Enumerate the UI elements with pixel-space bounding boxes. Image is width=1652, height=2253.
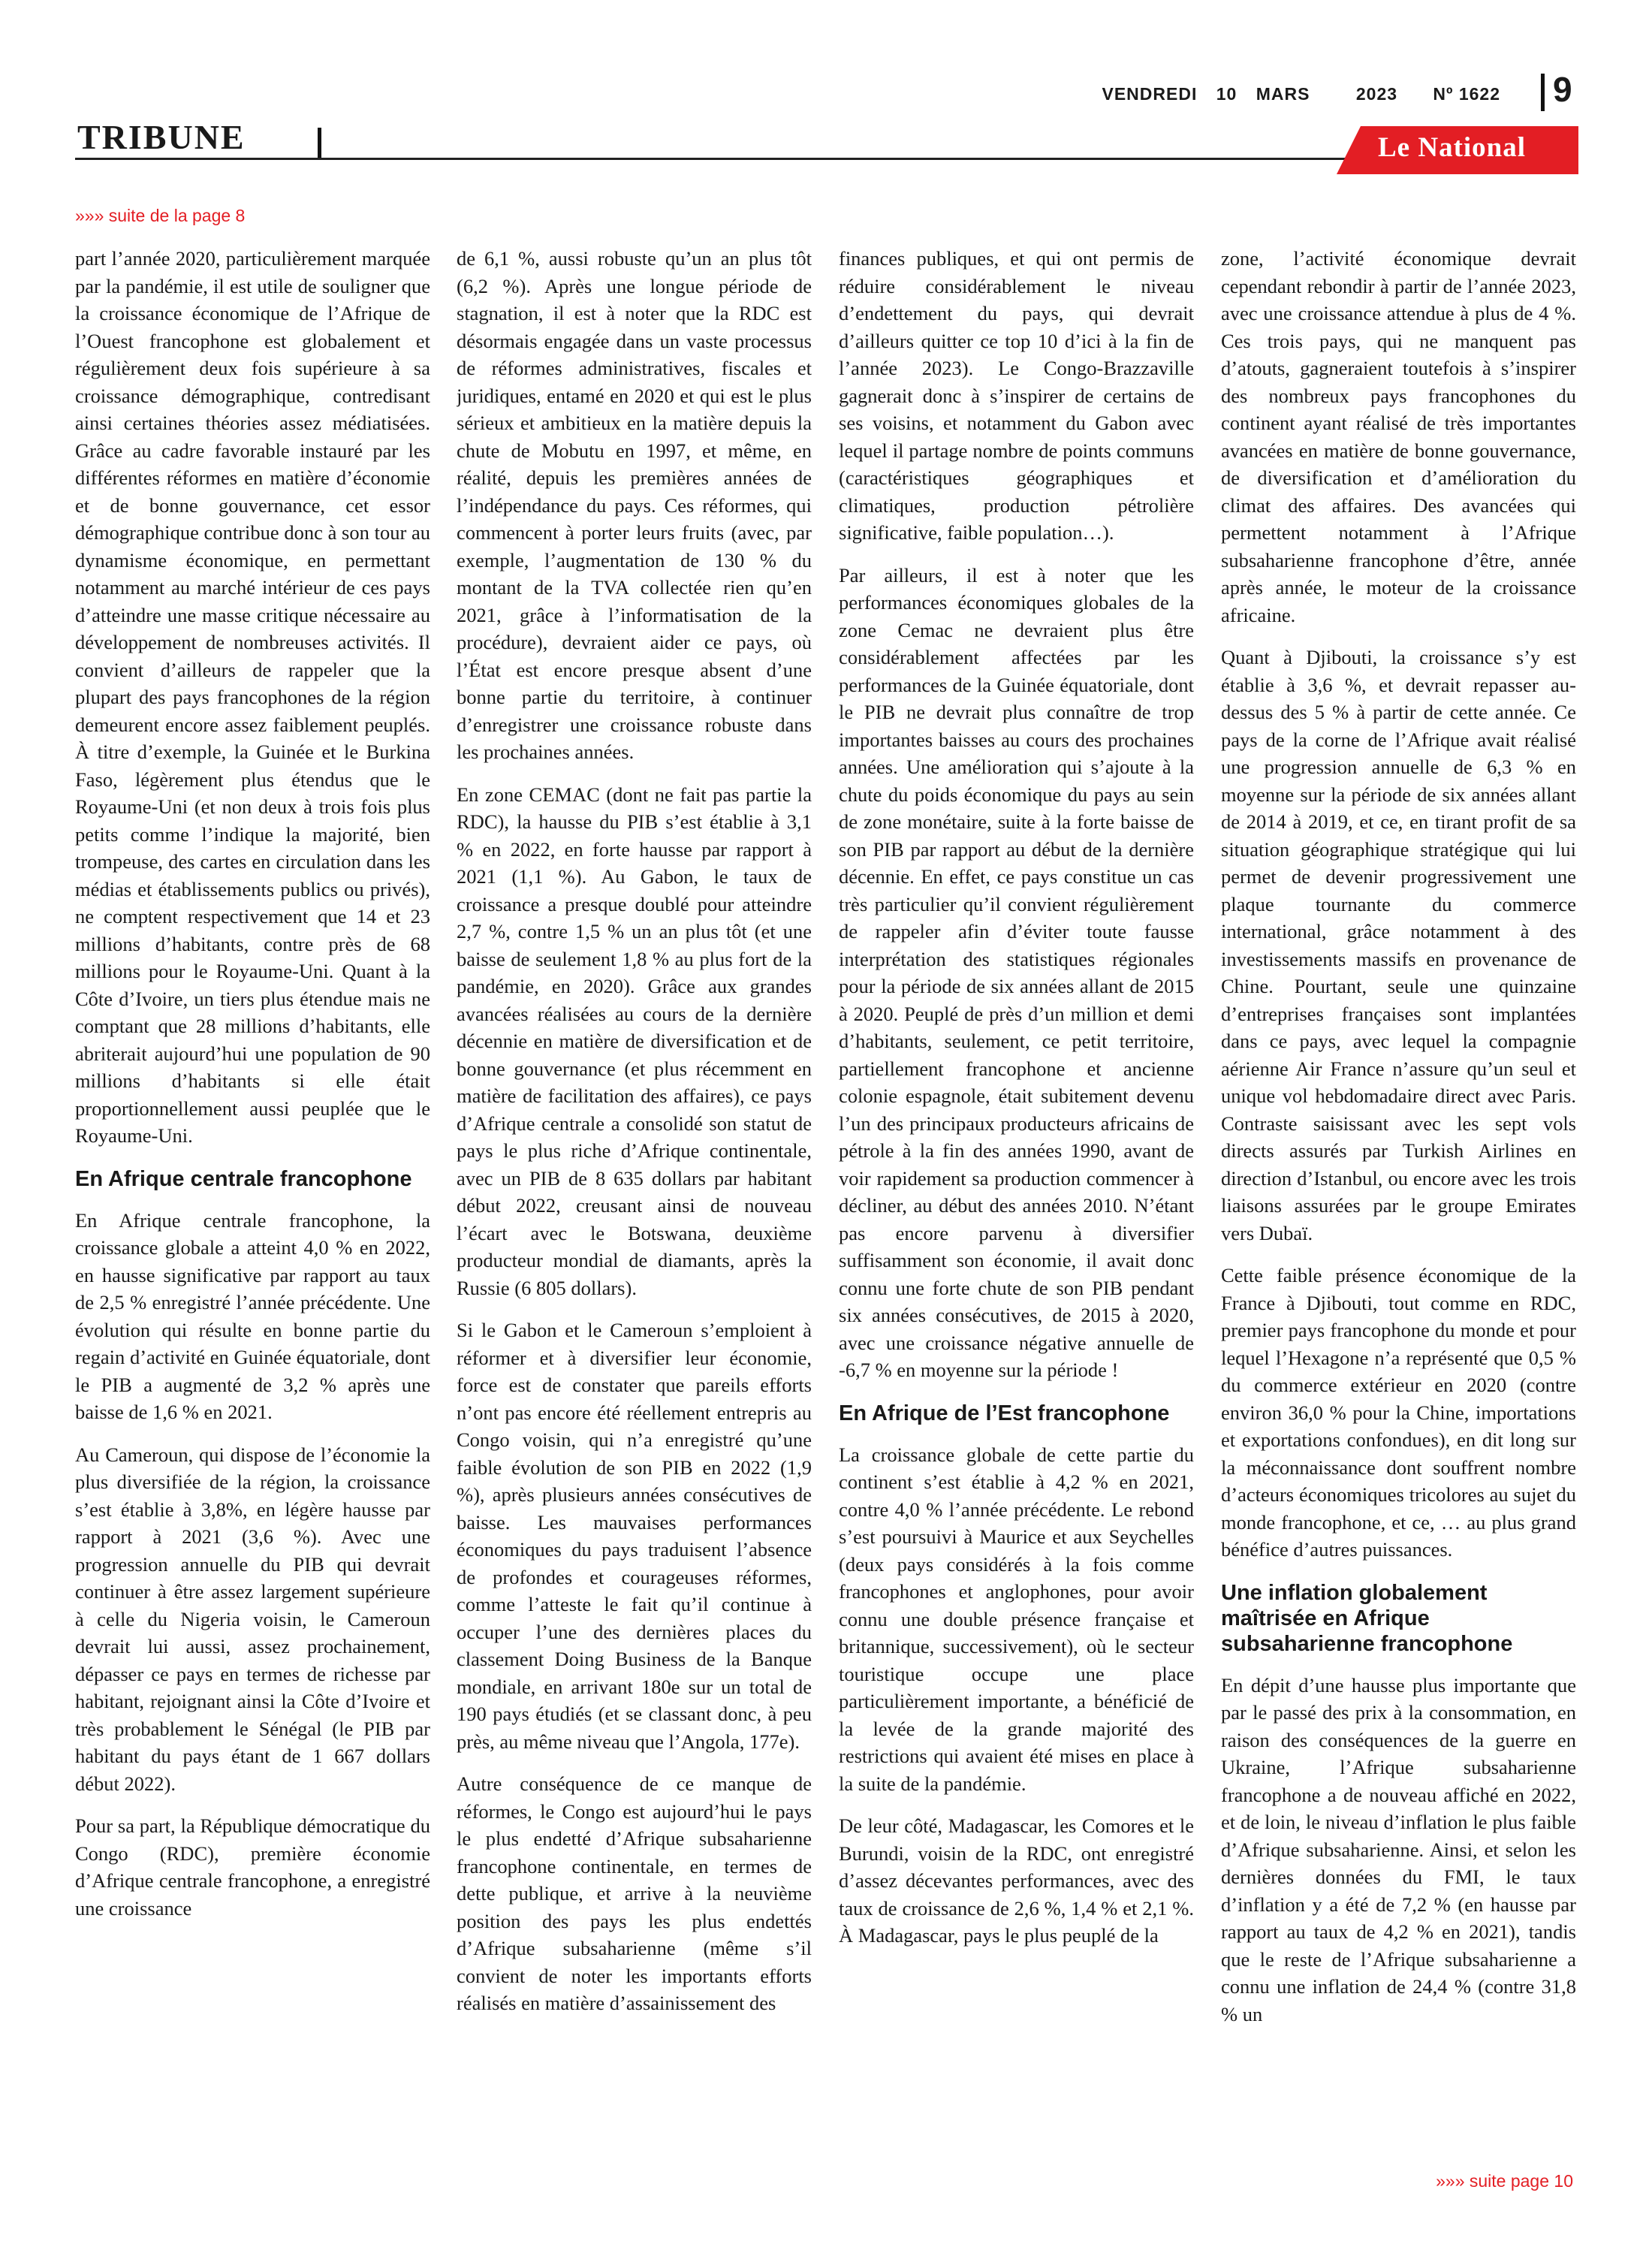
section-title-divider xyxy=(318,128,321,159)
issue-year: 2023 xyxy=(1355,84,1398,104)
paragraph: Pour sa part, la République démocratique du Congo (RDC), première économie d’Afrique centrale francophone, a enregistré une croissance xyxy=(75,1814,430,1920)
header-divider xyxy=(1541,74,1545,111)
article-column-3 xyxy=(839,245,1194,2167)
paragraph: De leur côté, Madagascar, les Comores et le Burundi, voisin de la RDC, ont enregistré d’assez décevantes performances, avec des taux de croissance de 2,6 %, 1,4 % et 2,1 %. À Madagascar, pays le plus peuplé de la xyxy=(839,1814,1194,1947)
paragraph: En zone CEMAC (dont ne fait pas partie la RDC), la hausse du PIB s’est établie à 3,1 % en 2022, en forte hausse par rapport à 2021 (1,1 %). Au Gabon, le taux de croissance a presque doublé pour atteindre 2,7 %, contre 1,5 % un an plus tôt (et une baisse de seulement 1,8 % au plus fort de la pandémie, en 2020). Grâce aux grandes avancées réalisées au cours de la dernière décennie en matière de diversification et de bonne gouvernance (et plus récemment en matière de facilitation des affaires), ce pays d’Afrique centrale a consolidé son statut de pays le plus riche d’Afrique continentale, avec un PIB de 8 635 dollars par habitant début 2022, creusant ainsi de nouveau l’écart avec le Botswana, deuxième producteur mondial de diamants, après la Russie (6 805 dollars). xyxy=(457,783,812,1299)
continued-on-link[interactable]: »»» suite page 10 xyxy=(1436,2171,1573,2191)
paragraph: Autre conséquence de ce manque de réformes, le Congo est aujourd’hui le pays le plus endetté d’Afrique subsaharienne francophone continentale, en termes de dette publique, et arrive à la neuvième position des pays les plus endettés d’Afrique subsaharienne (même s’il convient de noter les importants efforts réalisés en matière d’assainissement des xyxy=(457,1772,812,2014)
page-number: 9 xyxy=(1553,70,1572,109)
paragraph: Au Cameroun, qui dispose de l’économie la plus diversifiée de la région, la croissance s’est établie à 3,8%, en légère hausse par rapport à 2021 (3,6 %). Avec une progression annuelle du PIB qui devrait continuer à être assez largement supérieure à celle du Nigeria voisin, le Cameroun devrait lui aussi, assez prochainement, dépasser ce pays en termes de richesse par habitant, rejoignant ainsi la Côte d’Ivoire et très probablement le Sénégal (le PIB par habitant du pays étant de 1 667 dollars début 2022). xyxy=(75,1443,430,1795)
issue-number: Nº 1622 xyxy=(1433,84,1500,104)
paragraph: La croissance globale de cette partie du continent s’est établie à 4,2 % en 2021, contre 4,0 % l’année précédente. Le rebond s’est poursuivi à Maurice et aux Seychelles (deux pays considérés à la fois comme francophones et anglophones, pour avoir connu une double présence française et britannique, successivement), où le secteur touristique occupe une place particulièrement importante, a bénéficié de la levée de la grande majorité des restrictions qui avaient été mises en place à la suite de la pandémie. xyxy=(839,1443,1194,1795)
subheading-east-africa: En Afrique de l’Est francophone xyxy=(839,1401,1170,1425)
paragraph: Par ailleurs, il est à noter que les performances économiques globales de la zone Cemac ne devraient plus être considérablement affectées par les performances de la Guinée équatoriale, dont le PIB ne devrait plus connaître de trop importantes baisses au cours des prochaines années. Une amélioration qui s’ajoute à la chute du poids économique du pays au sein de zone monétaire, suite à la forte baisse de son PIB par rapport au début de la dernière décennie. En effet, ce pays constitue un cas très particulier qu’il convient régulièrement de rappeler afin d’éviter toute fausse interprétation des statistiques régionales pour la période de six années allant de 2015 à 2020. Peuplé de près d’un million et demi d’habitants, seulement, ce petit territoire, partiellement francophone et ancienne colonie espagnole, était subitement devenu l’un des principaux producteurs africains de pétrole à la fin des années 1990, avant de voir rapidement sa production commencer à décliner, au début des années 2010. N’étant pas encore parvenu à diversifier suffisamment son économie, il avait donc connu une forte chute de son PIB pendant six années consécutives, de 2015 à 2020, avec une croissance négative annuelle de -6,7 % en moyenne sur la période ! xyxy=(839,563,1194,1381)
continued-from-link[interactable]: »»» suite de la page 8 xyxy=(75,206,246,225)
article-column-1 xyxy=(75,245,430,2167)
brand-name: Le National xyxy=(1378,132,1527,163)
issue-date-line xyxy=(1102,84,1501,104)
issue-date-number: 10 xyxy=(1216,84,1237,104)
paragraph: En Afrique centrale francophone, la croissance globale a atteint 4,0 % en 2022, en hausse significative par rapport au taux de 2,5 % enregistré l’année précédente. Une évolution qui résulte en bonne partie du regain d’activité en Guinée équatoriale, dont le PIB a augmenté de 3,2 % après une baisse de 1,6 % en 2021. xyxy=(75,1208,430,1423)
paragraph: finances publiques, et qui ont permis de réduire considérablement le niveau d’endettement du pays, qui devrait d’ailleurs quitter ce top 10 d’ici à la fin de l’année 2023). Le Congo-Brazzaville gagnerait donc à s’inspirer de certains de ses voisins, et notamment du Gabon avec lequel il partage nombre de points communs (caractéristiques géographiques et climatiques, production pétrolière significative, faible population…). xyxy=(839,247,1194,544)
paragraph: Cette faible présence économique de la France à Djibouti, tout comme en RDC, premier pays francophone du monde et pour lequel l’Hexagone n’a représenté que 0,5 % du commerce extérieur en 2020 (contre environ 36,0 % pour la Chine, importations et exportations confondues), en dit long sur la méconnaissance dont souffrent nombre d’acteurs économiques tricolores au sujet du monde francophone, et ce, … au plus grand bénéfice d’autres puissances. xyxy=(1221,1264,1576,1561)
header-rule xyxy=(75,158,1352,160)
issue-day: VENDREDI xyxy=(1102,84,1198,104)
paragraph: de 6,1 %, aussi robuste qu’un an plus tôt (6,2 %). Après une longue période de stagnation, il est à noter que la RDC est désormais engagée dans un vaste processus de réformes administratives, fiscales et juridiques, entamé en 2020 et qui est le plus sérieux et ambitieux en la matière depuis la chute de Mobutu en 1997, et même, en réalité, depuis les premières années de l’indépendance du pays. Ces réformes, qui commencent à porter leurs fruits (avec, par exemple, l’augmentation de 130 % du montant de la TVA collectée rien qu’en 2021, grâce à l’informatisation de la procédure), devraient aider ce pays, où l’État est encore presque absent d’une bonne partie du territoire, à continuer d’enregistrer une croissance robuste dans les prochaines années. xyxy=(457,247,812,763)
paragraph: part l’année 2020, particulièrement marquée par la pandémie, il est utile de souligner que la croissance économique de l’Afrique de l’Ouest francophone est globalement et régulièrement deux fois supérieure à sa croissance démographique, contredisant ainsi certaines théories assez médiatisées. Grâce au cadre favorable instauré par les différentes réformes en matière d’économie et de bonne gouvernance, cet essor démographique contribue donc à son tour au dynamisme économique, en permettant notamment au marché intérieur de ces pays d’atteindre une masse critique nécessaire au développement de nombreuses activités. Il convient d’ailleurs de rappeler que la plupart des pays francophones de la région demeurent encore assez faiblement peuplés. À titre d’exemple, la Guinée et le Burkina Faso, légèrement plus étendus que le Royaume-Uni (et non deux à trois fois plus petits comme l’indique la majorité, bien trompeuse, des cartes en circulation dans les médias et établissements publics ou privés), ne comptent respectivement que 14 et 23 millions d’habitants, contre près de 68 millions pour le Royaume-Uni. Quant à la Côte d’Ivoire, un tiers plus étendue mais ne comptant que 28 millions d’habitants, elle abriterait aujourd’hui une population de 90 millions d’habitants si elle était proportionnellement aussi peuplée que le Royaume-Uni. xyxy=(75,247,430,1147)
subheading-inflation: Une inflation globalement maîtrisée en Afrique subsaharienne francophone xyxy=(1221,1580,1513,1656)
article-column-2 xyxy=(457,245,812,2167)
section-title: TRIBUNE xyxy=(77,118,246,156)
paragraph: Quant à Djibouti, la croissance s’y est établie à 3,6 %, et devrait repasser au-dessus des 5 % à partir de cette année. Ce pays de la corne de l’Afrique avait réalisé une progression annuelle de 6,3 % en moyenne sur la période de six années allant de 2014 à 2019, et ce, en tirant profit de sa situation géographique stratégique qui lui permet de devenir progressivement une plaque tournante du commerce international, grâce notamment à des investissements massifs en provenance de Chine. Pourtant, seule une quinzaine d’entreprises françaises sont implantées dans ce pays, avec lequel la compagnie aérienne Air France n’assure qu’un seul et unique vol hebdomadaire direct avec Paris. Contraste saisissant avec les sept vols directs assurés par Turkish Airlines en direction d’Istanbul, ou encore avec les trois liaisons assurées par le groupe Emirates vers Dubaï. xyxy=(1221,646,1576,1244)
paragraph: Si le Gabon et le Cameroun s’emploient à réformer et à diversifier leur économie, force est de constater que pareils efforts n’ont pas encore été réellement entrepris au Congo voisin, qui n’a enregistré qu’une faible évolution de son PIB en 2022 (1,9 %), après plusieurs années consécutives de baisse. Les mauvaises performances économiques du pays traduisent l’absence de profondes et courageuses réformes, comme l’atteste le fait qu’il continue à occuper l’une des dernières places du classement Doing Business de la Banque mondiale, en arrivant 180e sur un total de 190 pays étudiés (et se classant donc, à peu près, au même niveau que l’Angola, 177e). xyxy=(457,1319,812,1753)
subheading-central-africa: En Afrique centrale francophone xyxy=(75,1166,412,1191)
paragraph: zone, l’activité économique devrait cependant rebondir à partir de l’année 2023, avec une croissance attendue à plus de 4 %. Ces trois pays, qui ne manquent pas d’atouts, gagneraient toutefois à s’inspirer des nombreux pays francophones du continent ayant réalisé de très importantes avancées en matière de bonne gouvernance, de diversification et d’amélioration du climat des affaires. Des avancées qui permettent notamment à l’Afrique subsaharienne francophone d’être, année après année, le moteur de la croissance africaine. xyxy=(1221,247,1576,626)
article-column-4 xyxy=(1221,245,1576,2167)
issue-month: MARS xyxy=(1256,84,1310,104)
paragraph: En dépit d’une hausse plus importante que par le passé des prix à la consommation, en raison des conséquences de la guerre en Ukraine, l’Afrique subsaharienne francophone a de nouveau affiché en 2022, et de loin, le niveau d’inflation le plus faible d’Afrique subsaharienne. Ainsi, et selon les dernières données du FMI, le taux d’inflation y a été de 7,2 % (en hausse par rapport au taux de 4,2 % en 2021), tandis que le reste de l’Afrique subsaharienne a connu une inflation de 24,4 % (contre 31,8 % un xyxy=(1221,1673,1576,2025)
